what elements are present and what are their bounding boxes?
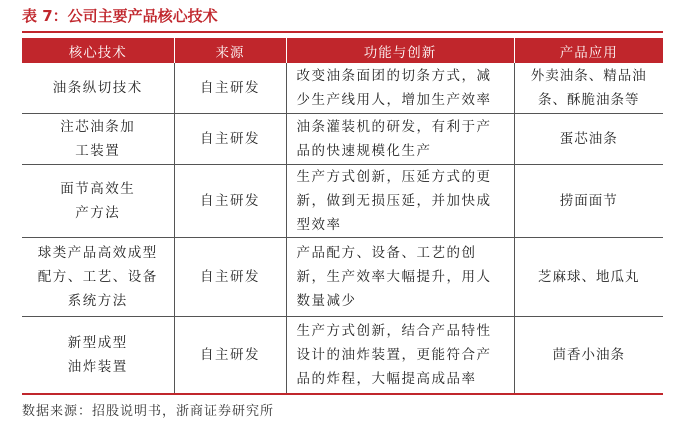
function-cell: 生产方式创新，压延方式的更新，做到无损压延，并加快成型效率 — [286, 164, 514, 237]
tech-cell: 新型成型油炸装置 — [22, 316, 174, 394]
function-cell: 改变油条面团的切条方式，减少生产线用人，增加生产效率 — [286, 63, 514, 113]
source-cell: 自主研发 — [174, 316, 286, 394]
source-note: 数据来源：招股说明书，浙商证券研究所 — [22, 404, 275, 419]
application-cell: 茴香小油条 — [514, 316, 663, 394]
table-row — [22, 237, 663, 316]
header-core-tech: 核心技术 — [22, 38, 174, 63]
core-technology-table — [22, 38, 663, 395]
tech-cell: 油条纵切技术 — [22, 63, 174, 113]
title-divider — [22, 31, 663, 33]
source-cell: 自主研发 — [174, 113, 286, 164]
application-cell: 捞面面节 — [514, 164, 663, 237]
tech-cell: 注芯油条加工装置 — [22, 113, 174, 164]
function-cell: 生产方式创新，结合产品特性设计的油炸装置，更能符合产品的炸程，大幅提高成品率 — [286, 316, 514, 394]
source-cell: 自主研发 — [174, 164, 286, 237]
table-title: 表 7：公司主要产品核心技术 — [22, 7, 218, 25]
source-cell: 自主研发 — [174, 63, 286, 113]
header-function: 功能与创新 — [286, 38, 514, 63]
table-row — [22, 113, 663, 164]
header-application: 产品应用 — [514, 38, 663, 63]
tech-cell: 面节高效生产方法 — [22, 164, 174, 237]
table-header-row — [22, 38, 663, 63]
table-row — [22, 316, 663, 394]
application-cell: 外卖油条、精品油条、酥脆油条等 — [514, 63, 663, 113]
tech-cell: 球类产品高效成型配方、工艺、设备系统方法 — [22, 237, 174, 316]
table-row — [22, 164, 663, 237]
function-cell: 产品配方、设备、工艺的创新，生产效率大幅提升，用人数量减少 — [286, 237, 514, 316]
header-source: 来源 — [174, 38, 286, 63]
application-cell: 蛋芯油条 — [514, 113, 663, 164]
source-cell: 自主研发 — [174, 237, 286, 316]
table-row — [22, 63, 663, 113]
function-cell: 油条灌装机的研发，有利于产品的快速规模化生产 — [286, 113, 514, 164]
application-cell: 芝麻球、地瓜丸 — [514, 237, 663, 316]
